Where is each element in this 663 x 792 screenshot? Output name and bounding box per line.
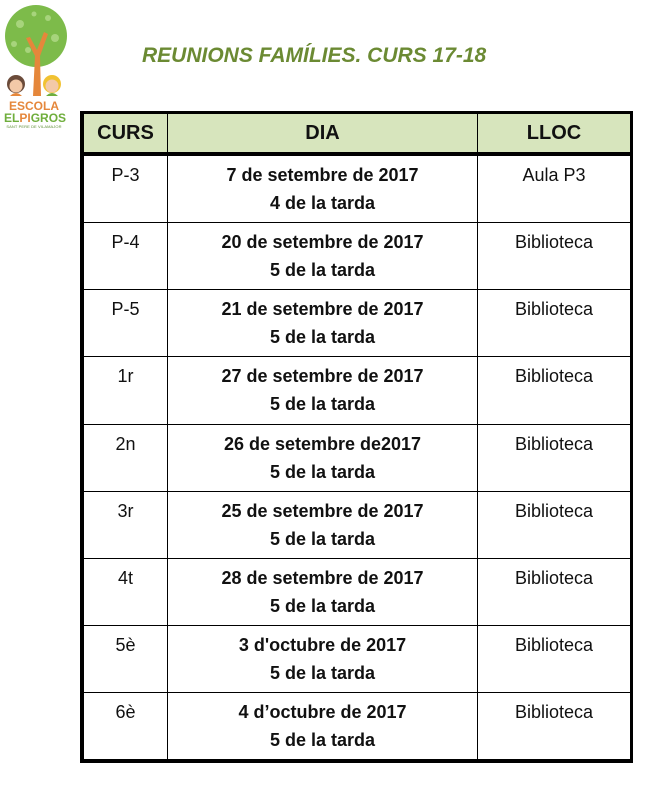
logo-line2-part2: PI [19,111,31,125]
cell-dia [168,154,478,223]
header-curs: CURS [84,114,168,154]
cell-time: 5 de la tarda [269,394,376,415]
table-row [84,223,631,290]
cell-time: 4 de la tarda [269,193,376,213]
cell-date: 26 de setembre de2017 [223,433,422,454]
cell-date: 4 d’octubre de 2017 [238,701,407,722]
cell-lloc: Biblioteca [478,558,631,625]
logo-line2 [4,111,67,125]
table-row [84,491,631,558]
cell-curs: P-5 [84,290,168,357]
cell-curs: P-3 [84,154,168,223]
cell-dia [168,290,478,357]
cell-lloc: Biblioteca [478,357,631,424]
tree-logo-icon [0,4,72,104]
logo-wordmark [4,99,67,129]
cell-dia [168,223,478,290]
table-row [84,154,631,223]
table-row [84,625,631,692]
cell-lloc: Aula P3 [478,154,631,223]
cell-lloc: Biblioteca [478,692,631,759]
cell-curs: 2n [84,424,168,491]
table-header-row [84,114,631,154]
cell-lloc: Biblioteca [478,625,631,692]
cell-dia [168,625,478,692]
cell-curs: 6è [84,692,168,759]
cell-time: 5 de la tarda [269,260,376,281]
cell-lloc: Biblioteca [478,290,631,357]
header-lloc: LLOC [478,114,631,154]
meetings-table [83,114,631,760]
table-row [84,424,631,491]
cell-time: 5 de la tarda [269,461,376,482]
table-row [84,290,631,357]
cell-date: 21 de setembre de 2017 [221,299,424,320]
cell-time: 5 de la tarda [269,528,376,549]
cell-date: 7 de setembre de 2017 [226,165,419,185]
cell-time: 5 de la tarda [269,595,376,616]
cell-curs: P-4 [84,223,168,290]
header-dia: DIA [168,114,478,154]
cell-date: 25 de setembre de 2017 [221,500,424,521]
cell-lloc: Biblioteca [478,491,631,558]
cell-dia [168,424,478,491]
logo-line1: ESCOLA [8,99,59,113]
table-row [84,692,631,759]
cell-curs: 1r [84,357,168,424]
cell-time: 5 de la tarda [269,662,376,683]
page-title: REUNIONS FAMÍLIES. CURS 17-18 [142,44,487,67]
table-row [84,357,631,424]
cell-dia [168,357,478,424]
cell-date: 28 de setembre de 2017 [221,567,424,588]
cell-time: 5 de la tarda [269,729,376,750]
school-logo [0,4,72,134]
cell-curs: 3r [84,491,168,558]
cell-date: 27 de setembre de 2017 [221,366,424,387]
logo-line2-part3: GROS [30,111,67,125]
cell-date: 3 d'octubre de 2017 [238,634,407,655]
table-row [84,558,631,625]
cell-time: 5 de la tarda [269,327,376,348]
meetings-table-container [80,111,633,763]
cell-lloc: Biblioteca [478,223,631,290]
cell-curs: 4t [84,558,168,625]
cell-date: 20 de setembre de 2017 [221,232,424,253]
cell-dia [168,491,478,558]
cell-dia [168,558,478,625]
cell-curs: 5è [84,625,168,692]
logo-tagline: SANT PERE DE VILAMAJOR [6,124,62,129]
logo-line2-part1: EL [4,111,20,125]
cell-lloc: Biblioteca [478,424,631,491]
cell-dia [168,692,478,759]
